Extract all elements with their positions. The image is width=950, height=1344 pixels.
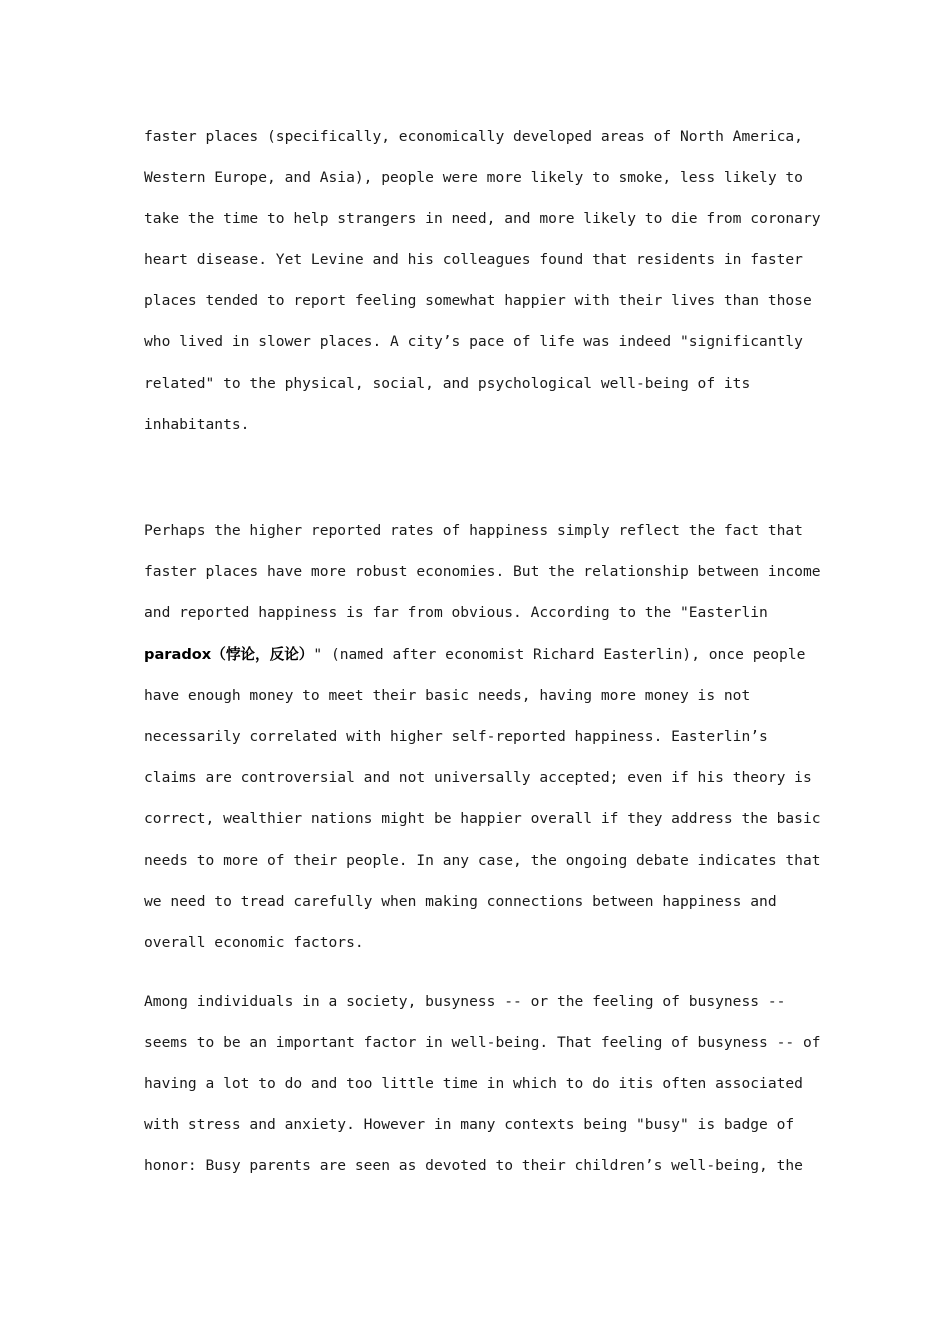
text-line: overall economic factors. [144, 934, 364, 951]
text-line: with stress and anxiety. However in many contexts being "busy" is badge of [144, 1116, 795, 1133]
text-line: inhabitants. [144, 416, 250, 433]
text-line: honor: Busy parents are seen as devoted to their children’s well-being, the [144, 1157, 803, 1174]
text-line: needs to more of their people. In any case, the ongoing debate indicates that [144, 852, 821, 869]
text-line: faster places have more robust economies. But the relationship between income [144, 563, 821, 580]
text-line: having a lot to do and too little time in which to do itis often associated [144, 1075, 803, 1092]
text-line: and reported happiness is far from obvious. According to the "Easterlin [144, 604, 768, 621]
text-line: correct, wealthier nations might be happier overall if they address the basic [144, 810, 821, 827]
paradox-term: paradox（悖论，反论） [144, 646, 314, 663]
text-line: related" to the physical, social, and psychological well-being of its [144, 375, 751, 392]
text-line-paradox [144, 645, 805, 665]
text-line: we need to tread carefully when making connections between happiness and [144, 893, 777, 910]
text-line: Perhaps the higher reported rates of happiness simply reflect the fact that [144, 522, 803, 539]
text-line: places tended to report feeling somewhat happier with their lives than those [144, 292, 812, 309]
text-line: Western Europe, and Asia), people were more likely to smoke, less likely to [144, 169, 803, 186]
paradox-rest: " (named after economist Richard Easterlin), once people [313, 646, 806, 663]
text-line: have enough money to meet their basic needs, having more money is not [144, 687, 751, 704]
text-line: seems to be an important factor in well-being. That feeling of busyness -- of [144, 1034, 821, 1051]
text-line: who lived in slower places. A city’s pace of life was indeed "significantly [144, 333, 803, 350]
text-line: claims are controversial and not universally accepted; even if his theory is [144, 769, 812, 786]
text-line: necessarily correlated with higher self-reported happiness. Easterlin’s [144, 728, 768, 745]
text-line: heart disease. Yet Levine and his colleagues found that residents in faster [144, 251, 803, 268]
text-line: take the time to help strangers in need, and more likely to die from coronary [144, 210, 821, 227]
text-line: Among individuals in a society, busyness -- or the feeling of busyness -- [144, 993, 786, 1010]
text-line: faster places (specifically, economically developed areas of North America, [144, 128, 803, 145]
